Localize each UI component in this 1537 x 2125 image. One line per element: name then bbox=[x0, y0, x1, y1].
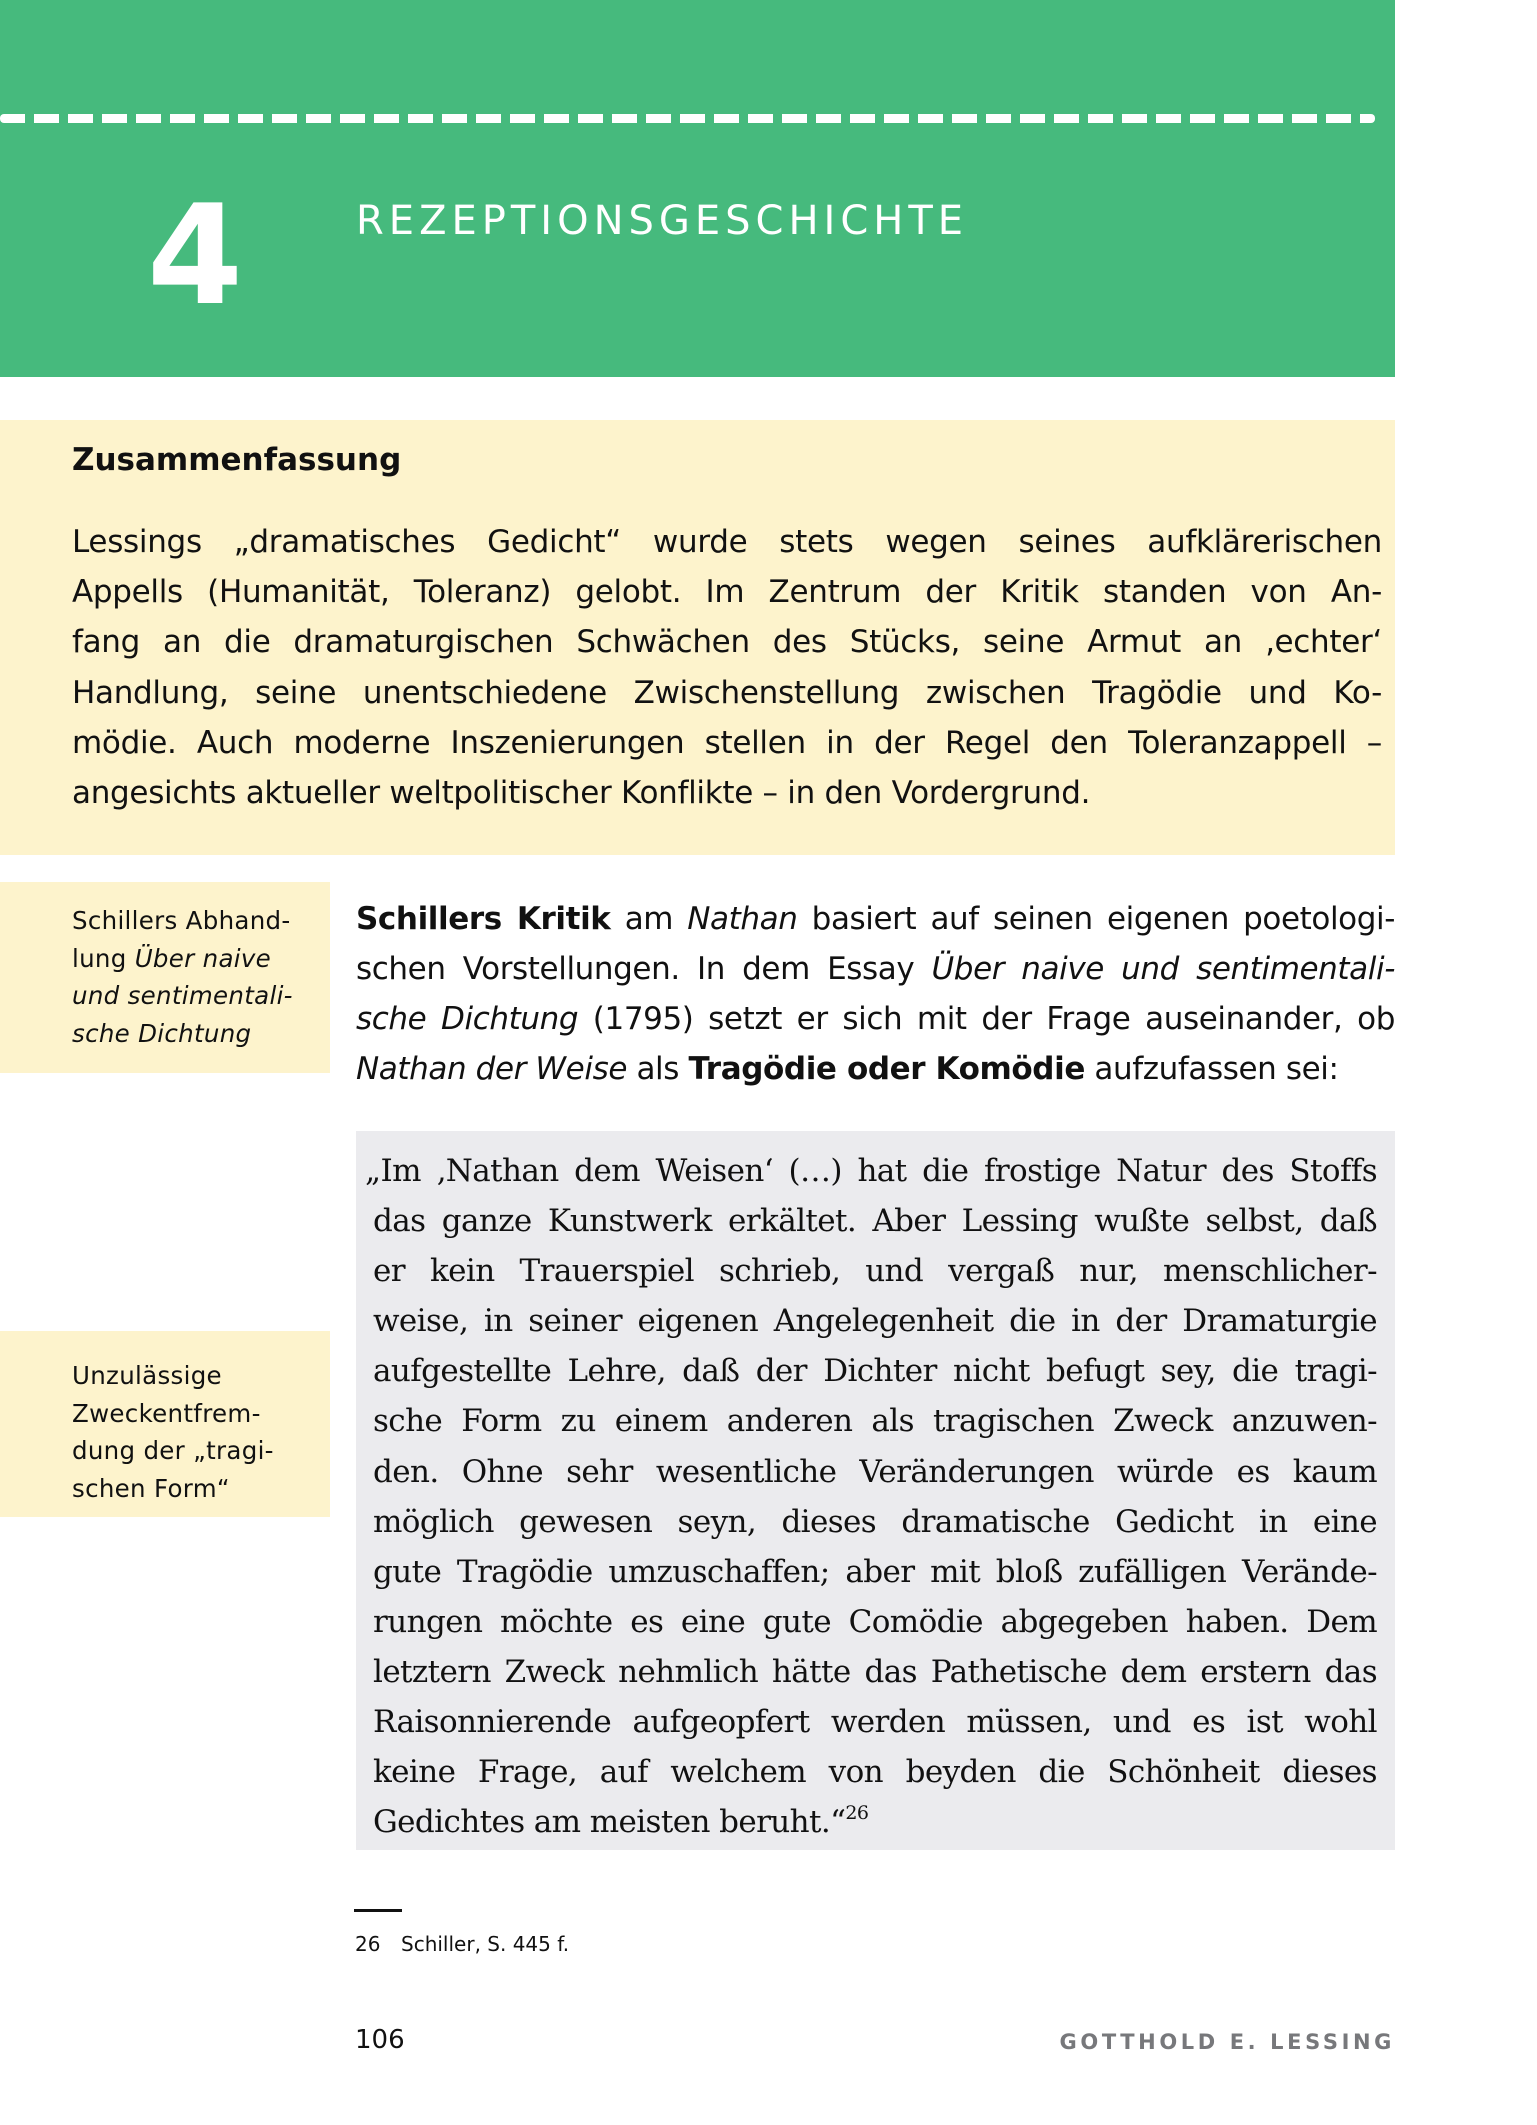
italic-text: sche Dichtung bbox=[356, 1001, 579, 1037]
text-run: Zweckentfrem- bbox=[72, 1398, 261, 1428]
text-line bbox=[72, 902, 330, 940]
summary-heading: Zusammenfassung bbox=[72, 442, 402, 478]
summary-line: fang an die dramaturgischen Schwächen des Stücks, seine Armut an ‚echter‘ bbox=[72, 624, 1382, 661]
quote-line: weise, in seiner eigenen Angelegenheit die in der Dramaturgie bbox=[373, 1303, 1377, 1340]
dashed-rule bbox=[0, 114, 1375, 123]
text-line bbox=[72, 1357, 330, 1395]
page-number: 106 bbox=[355, 2025, 405, 2055]
text-run: Unzulässige bbox=[72, 1361, 222, 1390]
quote-text bbox=[365, 1146, 1377, 1847]
summary-text bbox=[72, 517, 1382, 818]
text-line bbox=[72, 940, 330, 978]
text-run: (1795) setzt er sich mit der Frage auseinander, ob bbox=[578, 1001, 1395, 1037]
running-footer-title: GOTTHOLD E. LESSING bbox=[1059, 2030, 1395, 2054]
quote-line: den. Ohne sehr wesentliche Veränderungen würde es kaum bbox=[373, 1453, 1377, 1490]
text-line bbox=[356, 894, 1395, 944]
italic-text: sche Dichtung bbox=[72, 1018, 252, 1048]
text-run: am bbox=[610, 901, 688, 937]
chapter-number: 4 bbox=[147, 175, 244, 336]
quote-line: das ganze Kunstwerk erkältet. Aber Lessing wußte selbst, daß bbox=[373, 1203, 1377, 1240]
text-run: Schillers Abhand- bbox=[72, 906, 291, 935]
summary-line: angesichts aktueller weltpolitischer Konflikte – in den Vordergrund. bbox=[72, 775, 1091, 812]
quote-line: Gedichtes am meisten beruht.“ bbox=[373, 1804, 846, 1841]
quote-line: sche Form zu einem anderen als tragischen Zweck anzuwen- bbox=[373, 1403, 1377, 1440]
quote-line: letztern Zweck nehmlich hätte das Pathetische dem erstern das bbox=[373, 1653, 1377, 1690]
text-line bbox=[72, 1432, 330, 1470]
quote-line: „Im ‚Nathan dem Weisen‘ (…) hat die frostige Natur des Stoffs bbox=[365, 1153, 1377, 1189]
text-line bbox=[72, 1470, 330, 1508]
italic-text: Über naive bbox=[134, 943, 272, 973]
summary-line: mödie. Auch moderne Inszenierungen stellen in der Regel den Toleranzappell – bbox=[72, 724, 1382, 761]
footnote bbox=[355, 1929, 569, 1959]
body-paragraph bbox=[356, 894, 1395, 1094]
quote-line: aufgestellte Lehre, daß der Dichter nicht befugt sey, die tragi- bbox=[373, 1353, 1377, 1390]
footnote-rule bbox=[354, 1909, 402, 1912]
quote-last-line bbox=[373, 1797, 1377, 1847]
text-line bbox=[356, 944, 1395, 994]
summary-line: Lessings „dramatisches Gedicht“ wurde stets wegen seines aufklärerischen bbox=[72, 524, 1382, 560]
bold-text: Schillers Kritik bbox=[356, 901, 611, 937]
bold-text: Tragödie oder Komödie bbox=[688, 1051, 1085, 1087]
text-line bbox=[72, 977, 330, 1015]
text-run: schen Form“ bbox=[72, 1473, 230, 1503]
italic-text: Nathan bbox=[687, 901, 798, 937]
margin-note bbox=[0, 1331, 330, 1517]
text-run: lung bbox=[72, 943, 135, 973]
text-run: dung der „tragi- bbox=[72, 1436, 274, 1465]
text-run: basiert auf seinen eigenen poetologi- bbox=[797, 901, 1396, 937]
quote-line: keine Frage, auf welchem von beyden die Schönheit dieses bbox=[373, 1754, 1377, 1791]
summary-line: Handlung, seine unentschiedene Zwischenstellung zwischen Tragödie und Ko- bbox=[72, 674, 1382, 711]
quote-line: gute Tragödie umzuschaffen; aber mit bloß zufälligen Verände- bbox=[373, 1553, 1377, 1590]
quote-line: möglich gewesen seyn, dieses dramatische Gedicht in eine bbox=[373, 1503, 1377, 1540]
text-line bbox=[356, 1044, 1395, 1094]
quote-line: er kein Trauerspiel schrieb, und vergaß nur, menschlicher- bbox=[373, 1253, 1377, 1290]
quote-line: Raisonnierende aufgeopfert werden müssen, und es ist wohl bbox=[373, 1704, 1377, 1741]
text-run: als bbox=[627, 1051, 689, 1087]
text-run: schen Vorstellungen. In dem Essay bbox=[356, 951, 932, 987]
text-line bbox=[356, 994, 1395, 1044]
footnote-number: 26 bbox=[355, 1932, 381, 1956]
summary-line: Appells (Humanität, Toleranz) gelobt. Im Zentrum der Kritik standen von An- bbox=[72, 574, 1382, 611]
italic-text: und sentimentali- bbox=[72, 981, 293, 1010]
italic-text: Über naive und sentimentali- bbox=[931, 951, 1395, 987]
italic-text: Nathan der Weise bbox=[356, 1051, 627, 1087]
chapter-title: REZEPTIONSGESCHICHTE bbox=[356, 198, 969, 244]
text-line bbox=[72, 1015, 330, 1053]
text-run: aufzufassen sei: bbox=[1084, 1051, 1339, 1087]
footnote-reference[interactable]: 26 bbox=[845, 1802, 869, 1825]
quote-line: rungen möchte es eine gute Comödie abgegeben haben. Dem bbox=[373, 1603, 1377, 1640]
text-line bbox=[72, 1395, 330, 1433]
margin-note bbox=[0, 882, 330, 1073]
footnote-text: Schiller, S. 445 f. bbox=[401, 1932, 570, 1956]
